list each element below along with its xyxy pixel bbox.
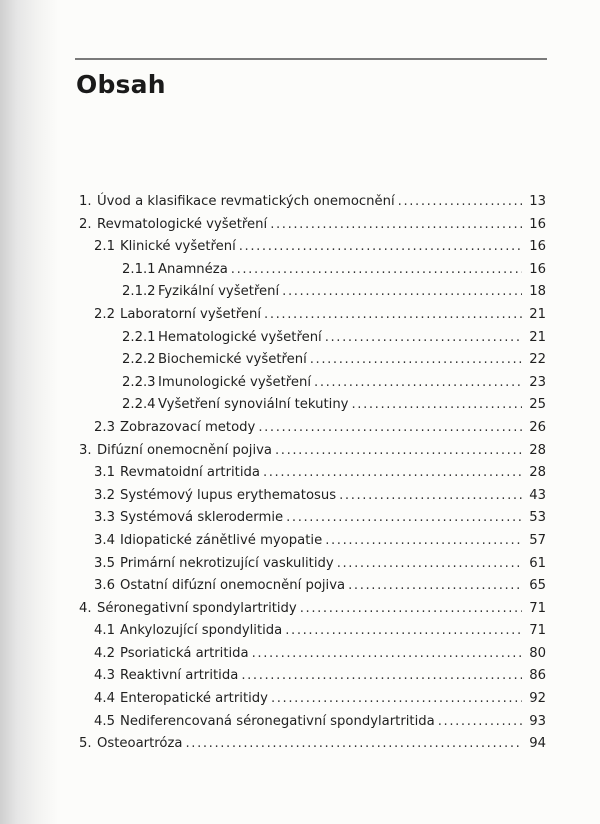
toc-dot-leader bbox=[325, 530, 522, 553]
toc-entry-number: 3.2 bbox=[94, 487, 115, 503]
toc-entry bbox=[79, 507, 546, 530]
toc-entry-page: 80 bbox=[529, 645, 546, 661]
toc-dot-leader bbox=[348, 575, 522, 598]
toc-entry-title: Systémová sklerodermie bbox=[120, 510, 284, 526]
toc-dot-leader bbox=[285, 620, 522, 643]
toc-entry-title: Primární nekrotizující vaskulitidy bbox=[120, 555, 334, 571]
toc-entry bbox=[79, 236, 546, 259]
toc-entry-page: 92 bbox=[529, 691, 546, 707]
toc-entry bbox=[79, 575, 546, 598]
toc-entry-page: 21 bbox=[529, 306, 546, 322]
toc-entry bbox=[79, 462, 546, 485]
toc-dot-leader bbox=[252, 643, 522, 666]
toc-entry-number: 3.1 bbox=[94, 465, 115, 481]
toc-entry bbox=[79, 553, 546, 576]
toc-entry bbox=[79, 643, 546, 666]
toc-entry-page: 93 bbox=[529, 713, 546, 729]
toc-entry-number: 2.2.1 bbox=[122, 329, 156, 345]
toc-dot-leader bbox=[339, 485, 522, 508]
toc-entry-page: 71 bbox=[529, 600, 546, 616]
table-of-contents bbox=[79, 191, 546, 756]
toc-entry bbox=[79, 259, 546, 282]
toc-dot-leader bbox=[239, 236, 522, 259]
toc-entry-page: 28 bbox=[529, 442, 546, 458]
toc-entry-title: Klinické vyšetření bbox=[120, 239, 236, 255]
toc-entry-number: 3. bbox=[79, 442, 92, 458]
toc-entry bbox=[79, 349, 546, 372]
toc-entry bbox=[79, 417, 546, 440]
toc-dot-leader bbox=[271, 688, 522, 711]
toc-entry bbox=[79, 530, 546, 553]
toc-entry-page: 57 bbox=[529, 532, 546, 548]
toc-entry-number: 2.1 bbox=[94, 239, 115, 255]
toc-dot-leader bbox=[185, 733, 522, 756]
toc-entry-title: Idiopatické zánětlivé myopatie bbox=[120, 532, 323, 548]
toc-entry-title: Ankylozující spondylitida bbox=[120, 623, 283, 639]
toc-entry bbox=[79, 665, 546, 688]
toc-entry-title: Psoriatická artritida bbox=[120, 645, 249, 661]
toc-entry-number: 3.5 bbox=[94, 555, 115, 571]
toc-dot-leader bbox=[325, 327, 522, 350]
toc-entry-page: 94 bbox=[529, 736, 546, 752]
toc-entry-page: 61 bbox=[529, 555, 546, 571]
toc-entry bbox=[79, 394, 546, 417]
toc-entry-title: Systémový lupus erythematosus bbox=[120, 487, 337, 503]
toc-dot-leader bbox=[270, 214, 522, 237]
toc-entry-number: 4. bbox=[79, 600, 92, 616]
toc-dot-leader bbox=[231, 259, 522, 282]
toc-entry-number: 2.1.1 bbox=[122, 261, 156, 277]
toc-entry-page: 28 bbox=[529, 465, 546, 481]
toc-entry-page: 65 bbox=[529, 578, 546, 594]
toc-entry-title: Anamnéza bbox=[158, 261, 228, 277]
toc-entry-title: Revmatoidní artritida bbox=[120, 465, 260, 481]
toc-entry-title: Séronegativní spondylartritidy bbox=[97, 600, 297, 616]
toc-entry-title: Ostatní difúzní onemocnění pojiva bbox=[120, 578, 346, 594]
toc-entry bbox=[79, 281, 546, 304]
toc-entry-number: 2.3 bbox=[94, 419, 115, 435]
toc-entry-number: 2.1.2 bbox=[122, 284, 156, 300]
toc-dot-leader bbox=[258, 417, 522, 440]
toc-entry bbox=[79, 327, 546, 350]
toc-entry-page: 43 bbox=[529, 487, 546, 503]
toc-entry-title: Nediferencovaná séronegativní spondylartritida bbox=[120, 713, 435, 729]
toc-entry-title: Biochemické vyšetření bbox=[158, 352, 307, 368]
book-spine-shadow bbox=[0, 0, 58, 824]
toc-entry-number: 4.2 bbox=[94, 645, 115, 661]
toc-entry-title: Fyzikální vyšetření bbox=[158, 284, 280, 300]
toc-entry-number: 5. bbox=[79, 736, 92, 752]
header-rule bbox=[75, 58, 547, 60]
toc-entry-title: Osteoartróza bbox=[97, 736, 183, 752]
toc-entry-number: 3.6 bbox=[94, 578, 115, 594]
toc-dot-leader bbox=[263, 462, 522, 485]
toc-entry-page: 26 bbox=[529, 419, 546, 435]
toc-entry-title: Revmatologické vyšetření bbox=[97, 216, 268, 232]
toc-entry bbox=[79, 214, 546, 237]
toc-dot-leader bbox=[314, 372, 522, 395]
toc-dot-leader bbox=[300, 598, 522, 621]
toc-dot-leader bbox=[438, 711, 522, 734]
toc-entry-number: 1. bbox=[79, 194, 92, 209]
toc-entry bbox=[79, 711, 546, 734]
toc-dot-leader bbox=[275, 440, 522, 463]
toc-entry-page: 25 bbox=[529, 397, 546, 413]
toc-entry-page: 71 bbox=[529, 623, 546, 639]
toc-entry-page: 53 bbox=[529, 510, 546, 526]
toc-dot-leader bbox=[398, 191, 522, 214]
toc-dot-leader bbox=[241, 665, 522, 688]
toc-entry-title: Reaktivní artritida bbox=[120, 668, 239, 684]
toc-entry-number: 4.3 bbox=[94, 668, 115, 684]
toc-dot-leader bbox=[337, 553, 522, 576]
toc-entry-title: Difúzní onemocnění pojiva bbox=[97, 442, 272, 458]
toc-entry bbox=[79, 440, 546, 463]
toc-dot-leader bbox=[351, 394, 522, 417]
toc-dot-leader bbox=[310, 349, 522, 372]
toc-entry-number: 2.2 bbox=[94, 306, 115, 322]
toc-dot-leader bbox=[286, 507, 522, 530]
toc-entry bbox=[79, 191, 546, 214]
toc-entry-number: 4.5 bbox=[94, 713, 115, 729]
toc-entry-page: 22 bbox=[529, 352, 546, 368]
toc-entry-number: 3.4 bbox=[94, 532, 115, 548]
toc-entry-number: 4.4 bbox=[94, 691, 115, 707]
toc-entry-number: 4.1 bbox=[94, 623, 115, 639]
toc-entry-page: 13 bbox=[529, 194, 546, 209]
toc-entry-title: Vyšetření synoviální tekutiny bbox=[158, 397, 349, 413]
toc-entry-number: 2.2.3 bbox=[122, 374, 156, 390]
toc-entry bbox=[79, 598, 546, 621]
toc-entry-title: Zobrazovací metody bbox=[120, 419, 256, 435]
toc-entry-page: 23 bbox=[529, 374, 546, 390]
toc-entry-title: Úvod a klasifikace revmatických onemocnění bbox=[97, 194, 395, 209]
toc-entry-number: 3.3 bbox=[94, 510, 115, 526]
toc-entry bbox=[79, 372, 546, 395]
toc-entry-number: 2.2.4 bbox=[122, 397, 156, 413]
toc-entry-title: Hematologické vyšetření bbox=[158, 329, 322, 345]
toc-entry-page: 86 bbox=[529, 668, 546, 684]
toc-entry-number: 2.2.2 bbox=[122, 352, 156, 368]
toc-dot-leader bbox=[282, 281, 522, 304]
toc-entry bbox=[79, 304, 546, 327]
toc-entry-page: 16 bbox=[529, 261, 546, 277]
toc-entry-page: 16 bbox=[529, 239, 546, 255]
toc-entry bbox=[79, 620, 546, 643]
toc-entry-title: Laboratorní vyšetření bbox=[120, 306, 262, 322]
toc-entry bbox=[79, 733, 546, 756]
toc-dot-leader bbox=[264, 304, 522, 327]
toc-entry-title: Enteropatické artritidy bbox=[120, 691, 268, 707]
toc-entry-number: 2. bbox=[79, 216, 92, 232]
toc-entry-page: 18 bbox=[529, 284, 546, 300]
toc-entry-page: 21 bbox=[529, 329, 546, 345]
toc-entry-page: 16 bbox=[529, 216, 546, 232]
toc-entry-title: Imunologické vyšetření bbox=[158, 374, 312, 390]
toc-entry bbox=[79, 485, 546, 508]
toc-entry bbox=[79, 688, 546, 711]
page-title: Obsah bbox=[76, 70, 166, 99]
